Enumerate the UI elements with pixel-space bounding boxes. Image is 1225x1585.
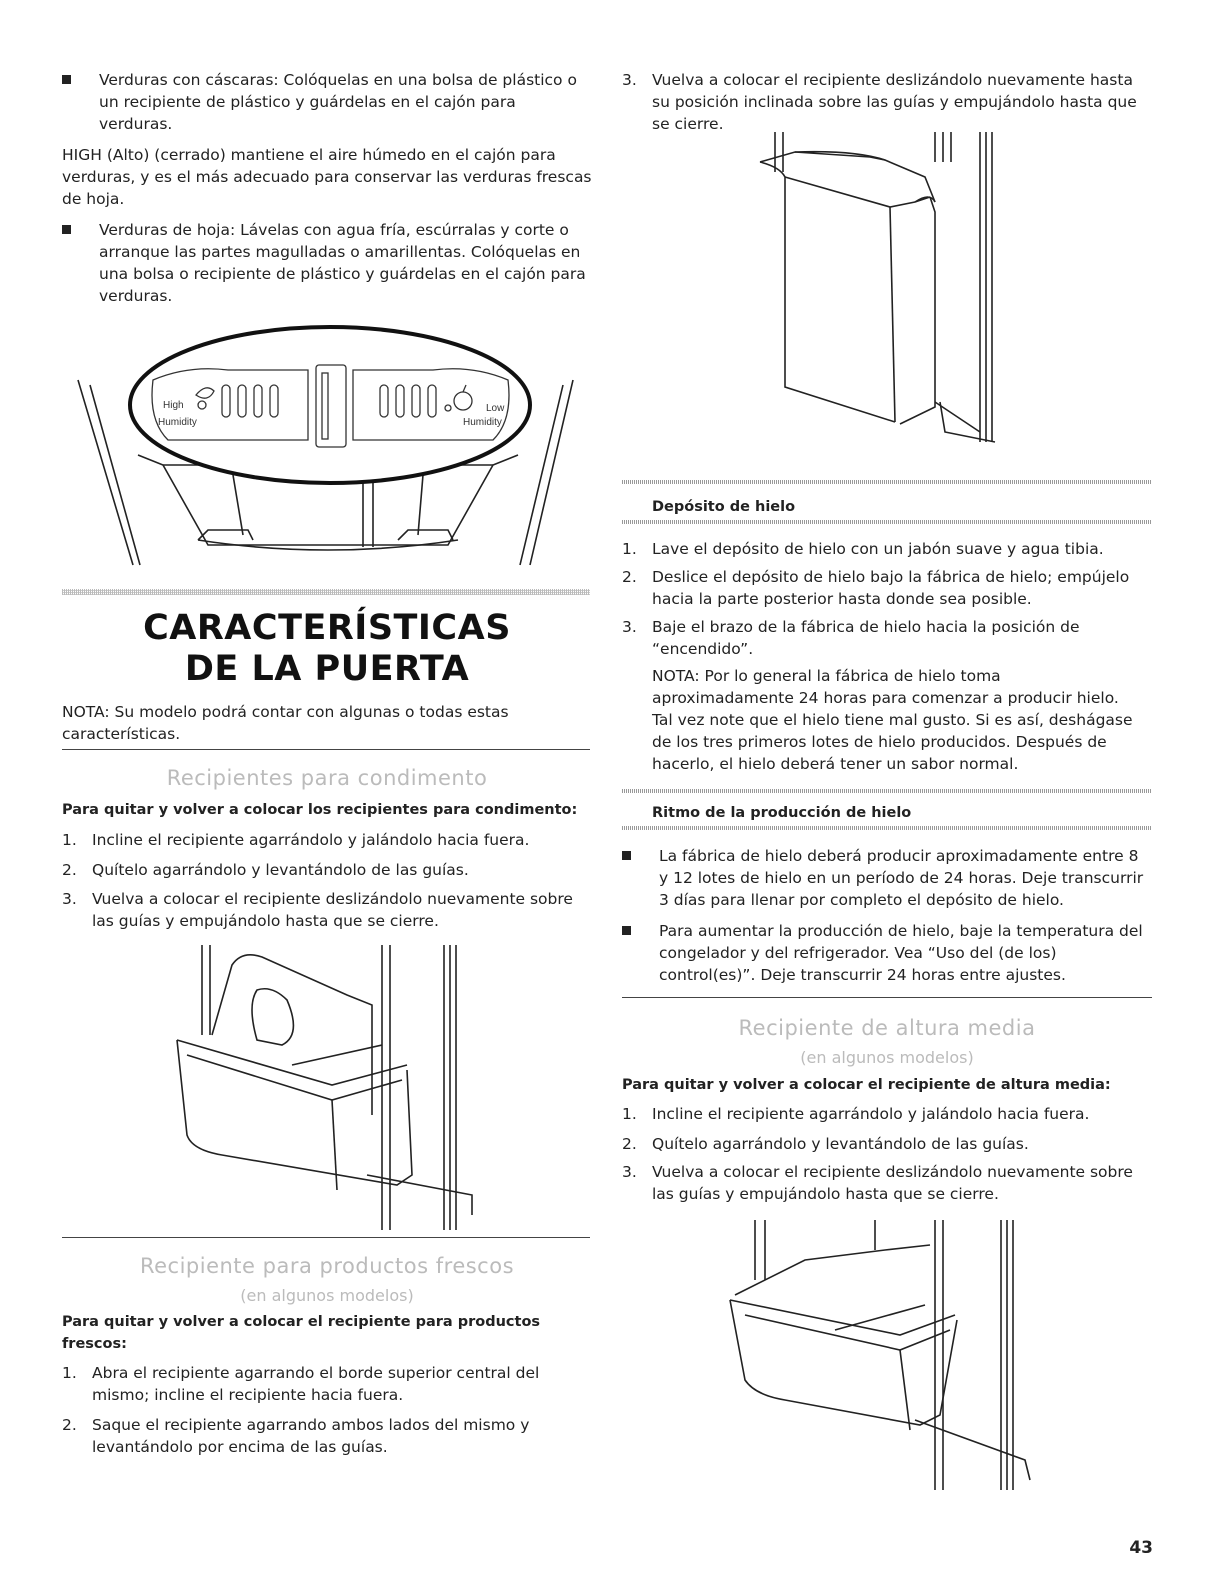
fresh-bin-illustration (755, 132, 1015, 452)
ice-rate-title: Ritmo de la producción de hielo (652, 805, 912, 821)
section-divider (622, 520, 1152, 524)
condiment-step-2: 2. Quítelo agarrándolo y levantándolo de las guías. (62, 861, 469, 879)
bullet-marker (62, 225, 71, 234)
mid-bin-section-title: Recipiente de altura media (738, 1016, 1036, 1040)
high-label: High (163, 400, 184, 411)
ice-bin-nota: NOTA: Por lo general la fábrica de hielo toma aproximadamente 24 horas para comenzar a producir hielo. Tal vez note que el hielo tiene mal gusto. Si es así, deshágase de los tres primeros lotes de hielo producidos. Después de hacerlo, el hielo deberá tener un sabor normal. (652, 667, 1133, 773)
nota-models: NOTA: Su modelo podrá contar con algunas o todas estas características. (62, 703, 509, 743)
section-divider (622, 789, 1152, 793)
section-divider (622, 480, 1152, 484)
crisper-drawer-illustration (68, 325, 588, 575)
fresh-step-3: 3. Vuelva a colocar el recipiente deslizándolo nuevamente hasta su posición inclinada sobre las guías y empujándolo hasta que se cierre. (622, 71, 1137, 133)
ice-bin-step-3: 3. Baje el brazo de la fábrica de hielo hacia la posición de “encendido”. (622, 618, 1080, 658)
bullet-marker (62, 75, 71, 84)
divider-rule (622, 997, 1152, 998)
bullet-marker (622, 851, 631, 860)
fresh-instruction: Para quitar y volver a colocar el recipiente para productos frescos: (62, 1314, 541, 1352)
humidity-control-ellipse (130, 327, 530, 483)
high-humidity-paragraph: HIGH (Alto) (cerrado) mantiene el aire húmedo en el cajón para verduras, y es el más adecuado para conservar las verduras frescas de hoja. (62, 146, 592, 208)
bullet-marker (622, 926, 631, 935)
condiment-step-1: 1. Incline el recipiente agarrándolo y jalándolo hacia fuera. (62, 831, 530, 849)
low-humidity-label: Humidity (463, 417, 502, 428)
divider-rule (62, 749, 590, 750)
condiment-instruction: Para quitar y volver a colocar los recipientes para condimento: (62, 802, 578, 818)
condiment-step-3: 3. Vuelva a colocar el recipiente deslizándolo nuevamente sobre las guías y empujándolo hasta que se cierre. (62, 890, 573, 930)
mid-bin-instruction: Para quitar y volver a colocar el recipiente de altura media: (622, 1077, 1111, 1093)
fresh-section-subtitle: (en algunos modelos) (240, 1286, 414, 1305)
page-number: 43 (1129, 1538, 1153, 1558)
bullet-leaf: Verduras de hoja: Lávelas con agua fría, escúrralas y corte o arranque las partes magulladas o amarillentas. Colóquelas en una bolsa o recipiente de plástico y guárdelas en el cajón para verduras. (62, 219, 592, 307)
mid-bin-section-subtitle: (en algunos modelos) (800, 1048, 974, 1067)
ice-bin-title: Depósito de hielo (652, 499, 796, 515)
divider-rule (62, 1237, 590, 1238)
mid-bin-step-3: 3. Vuelva a colocar el recipiente deslizándolo nuevamente sobre las guías y empujándolo hasta que se cierre. (622, 1163, 1133, 1203)
mid-bin-illustration (725, 1220, 1045, 1495)
page-main-title-line1: CARACTERÍSTICAS (143, 608, 511, 648)
page-main-title-line2: DE LA PUERTA (184, 649, 470, 689)
fresh-section-title: Recipiente para productos frescos (139, 1254, 515, 1278)
ice-bin-step-2: 2. Deslice el depósito de hielo bajo la fábrica de hielo; empújelo hacia la parte posterior hasta donde sea posible. (622, 568, 1130, 608)
high-humidity-label: Humidity (158, 417, 197, 428)
section-divider (622, 826, 1152, 830)
condiment-section-title: Recipientes para condimento (166, 766, 488, 790)
mid-bin-step-1: 1. Incline el recipiente agarrándolo y jalándolo hacia fuera. (622, 1105, 1090, 1123)
fresh-step-1: 1. Abra el recipiente agarrando el borde superior central del mismo; incline el recipiente hacia fuera. (62, 1364, 540, 1404)
low-label: Low (486, 403, 505, 414)
ice-rate-bullet-1: La fábrica de hielo deberá producir aproximadamente entre 8 y 12 lotes de hielo en un período de 24 horas. Deje transcurrir 3 días para llenar por completo el depósito de hielo. (622, 845, 1152, 911)
condiment-bin-illustration (172, 945, 492, 1230)
section-divider (62, 589, 590, 595)
mid-bin-step-2: 2. Quítelo agarrándolo y levantándolo de las guías. (622, 1135, 1029, 1153)
ice-rate-bullet-2: Para aumentar la producción de hielo, baje la temperatura del congelador y del refrigerador. Vea “Uso del (de los) control(es)”. Deje transcurrir 24 horas entre ajustes. (622, 920, 1152, 986)
fresh-step-2: 2. Saque el recipiente agarrando ambos lados del mismo y levantándolo por encima de las guías. (62, 1416, 530, 1456)
bullet-peel: Verduras con cáscaras: Colóquelas en una bolsa de plástico o un recipiente de plástico y guárdelas en el cajón para verduras. (62, 69, 592, 135)
ice-bin-step-1: 1. Lave el depósito de hielo con un jabón suave y agua tibia. (622, 540, 1104, 558)
